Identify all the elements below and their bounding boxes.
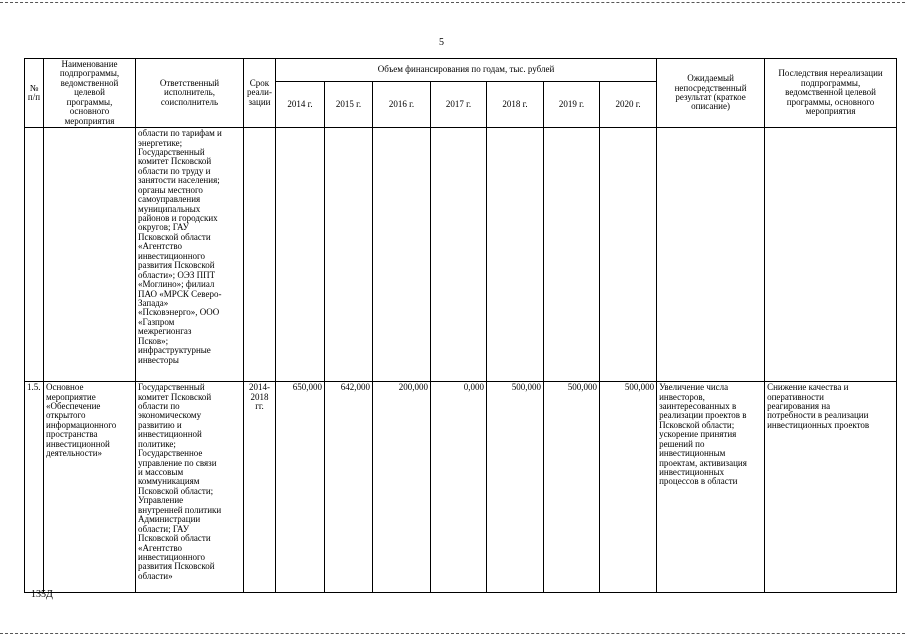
header-row xyxy=(25,59,897,82)
financing-table xyxy=(24,58,897,593)
header-consequences: Последствия нереализации подпрограммы, ведомственной целевой программы, основного мероприятия xyxy=(765,59,897,128)
header-name: Наименование подпрограммы, ведомственной целевой программы, основного мероприятия xyxy=(44,59,136,128)
bottom-scan-edge xyxy=(0,633,905,634)
table-row xyxy=(25,382,897,593)
row-value xyxy=(600,128,657,382)
row-value xyxy=(276,128,325,382)
row-consequences xyxy=(765,128,897,382)
row-value xyxy=(325,128,373,382)
header-finance: Объем финансирования по годам, тыс. рублей xyxy=(276,59,657,82)
row-term xyxy=(244,128,276,382)
header-year: 2015 г. xyxy=(325,82,373,128)
row-result xyxy=(657,128,765,382)
row-name: Основное мероприятие «Обеспечение открытого информационного пространства инвестиционной деятельности» xyxy=(44,382,136,593)
row-result: Увеличение числа инвесторов, заинтересованных в реализации проектов в Псковской области; ускорение принятия решений по инвестиционным проектам, активизация инвестиционных процессов в области xyxy=(657,382,765,593)
row-value: 0,000 xyxy=(431,382,487,593)
header-executor: Ответственный исполнитель, соисполнитель xyxy=(136,59,244,128)
row-value xyxy=(487,128,544,382)
row-executor: области по тарифам и энергетике; Государственный комитет Псковской области по труду и занятости населения; органы местного самоуправления муниципальных районов и городских округов; ГАУ Псковской области «Агентство инвестиционного развития Псковской области»; ОЭЗ ППТ «Моглино»; филиал ПАО «МРСК Северо- Запада» «Псковэнерго», ООО «Газпром межрегионгаз Псков»; инфраструктурные инвесторы xyxy=(136,128,244,382)
page-number: 5 xyxy=(439,37,444,48)
header-year: 2019 г. xyxy=(544,82,600,128)
header-term: Срок реали- зации xyxy=(244,59,276,128)
row-num xyxy=(25,128,44,382)
header-year: 2018 г. xyxy=(487,82,544,128)
table-row xyxy=(25,128,897,382)
row-term: 2014- 2018 гг. xyxy=(244,382,276,593)
row-value: 642,000 xyxy=(325,382,373,593)
row-name xyxy=(44,128,136,382)
header-year: 2020 г. xyxy=(600,82,657,128)
row-value xyxy=(431,128,487,382)
row-value: 650,000 xyxy=(276,382,325,593)
row-value: 200,000 xyxy=(373,382,431,593)
row-num: 1.5. xyxy=(25,382,44,593)
row-executor: Государственный комитет Псковской области по экономическому развитию и инвестиционной политике; Государственное управление по связи и массовым коммуникациям Псковской области; Управление внутренней политики Администрации области; ГАУ Псковской области «Агентство инвестиционного развития Псковской области» xyxy=(136,382,244,593)
header-year: 2017 г. xyxy=(431,82,487,128)
row-value: 500,000 xyxy=(600,382,657,593)
header-year: 2016 г. xyxy=(373,82,431,128)
row-consequences: Снижение качества и оперативности реагирования на потребности в реализации инвестиционных проектов xyxy=(765,382,897,593)
header-result: Ожидаемый непосредственный результат (краткое описание) xyxy=(657,59,765,128)
row-value xyxy=(544,128,600,382)
row-value xyxy=(373,128,431,382)
row-value: 500,000 xyxy=(487,382,544,593)
header-num: № п/п xyxy=(25,59,44,128)
header-year: 2014 г. xyxy=(276,82,325,128)
footer-code: 135Д xyxy=(31,589,53,600)
row-value: 500,000 xyxy=(544,382,600,593)
top-scan-edge xyxy=(0,2,905,3)
